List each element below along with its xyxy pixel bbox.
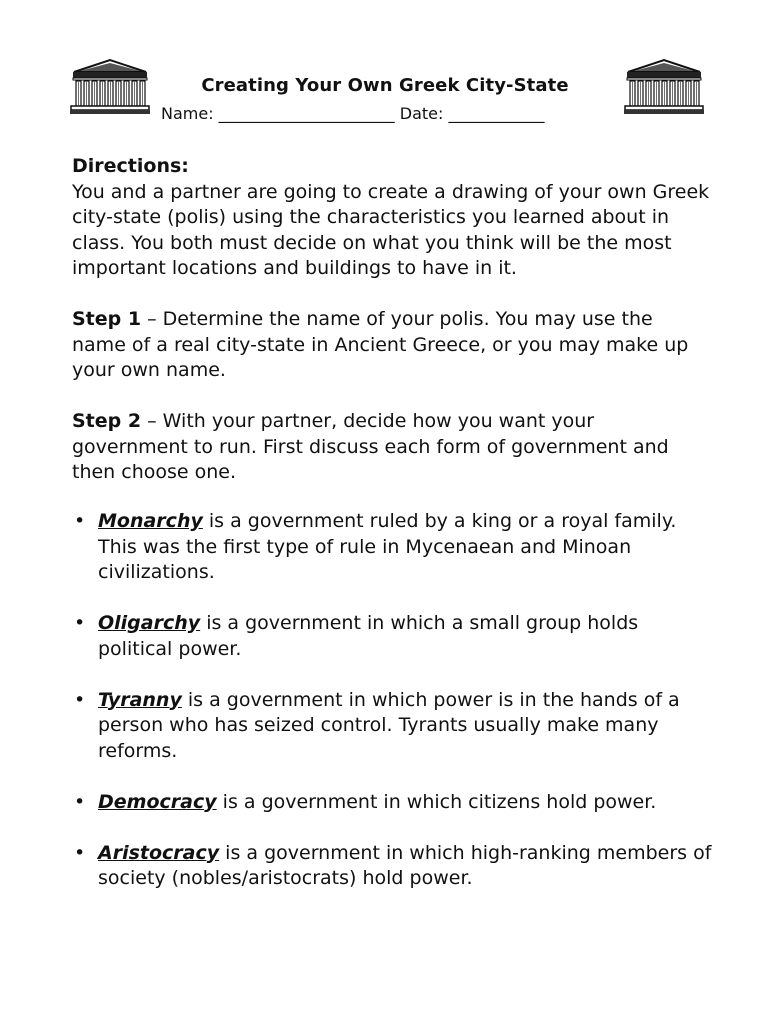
bullet-icon: • — [74, 790, 86, 813]
directions-heading: Directions: — [72, 155, 189, 177]
directions-text: You and a partner are going to create a drawing of your own Greek city-state (polis) using the characteristics you learned about in class. You both must decide on what you think will be the most important locations and buildings to have in it. — [72, 180, 710, 279]
term-tyranny: Tyranny — [98, 688, 182, 711]
definition-monarchy: is a government ruled by a king or a royal family. This was the first type of rule in Mycenaean and Minoan civilizations. — [98, 510, 677, 583]
term-democracy: Democracy — [98, 790, 217, 813]
list-item — [72, 790, 712, 816]
list-item — [72, 509, 712, 586]
step-1-section — [72, 307, 712, 384]
government-types-list — [72, 509, 712, 917]
list-item — [72, 688, 712, 765]
step-2-label: Step 2 — [72, 410, 142, 432]
bullet-icon: • — [74, 688, 86, 711]
directions-section — [72, 154, 712, 282]
definition-aristocracy: is a government in which high-ranking members of society (nobles/aristocrats) hold power. — [98, 841, 712, 889]
bullet-icon: • — [74, 841, 86, 864]
term-aristocracy: Aristocracy — [98, 841, 220, 864]
list-item — [72, 841, 712, 892]
page-title: Creating Your Own Greek City-State — [201, 75, 569, 96]
list-item — [72, 611, 712, 662]
definition-democracy: is a government in which citizens hold power. — [216, 790, 657, 813]
definition-tyranny: is a government in which power is in the hands of a person who has seized control. Tyrants usually make many reforms. — [98, 688, 680, 762]
name-date-line: Name: ______________________ Date: ____________ — [161, 104, 545, 123]
definition-oligarchy: is a government in which a small group holds political power. — [98, 612, 639, 660]
step-1-text: – Determine the name of your polis. You may use the name of a real city-state in Ancient Greece, or you may make up your own name. — [72, 308, 689, 381]
step-2-text: – With your partner, decide how you want your government to run. First discuss each form of government and then choose one. — [72, 410, 669, 483]
step-1-label: Step 1 — [72, 308, 142, 330]
bullet-icon: • — [74, 612, 86, 634]
step-2-section — [72, 409, 712, 486]
bullet-icon: • — [74, 510, 86, 532]
term-monarchy: Monarchy — [98, 510, 203, 532]
term-oligarchy: Oligarchy — [98, 612, 201, 634]
